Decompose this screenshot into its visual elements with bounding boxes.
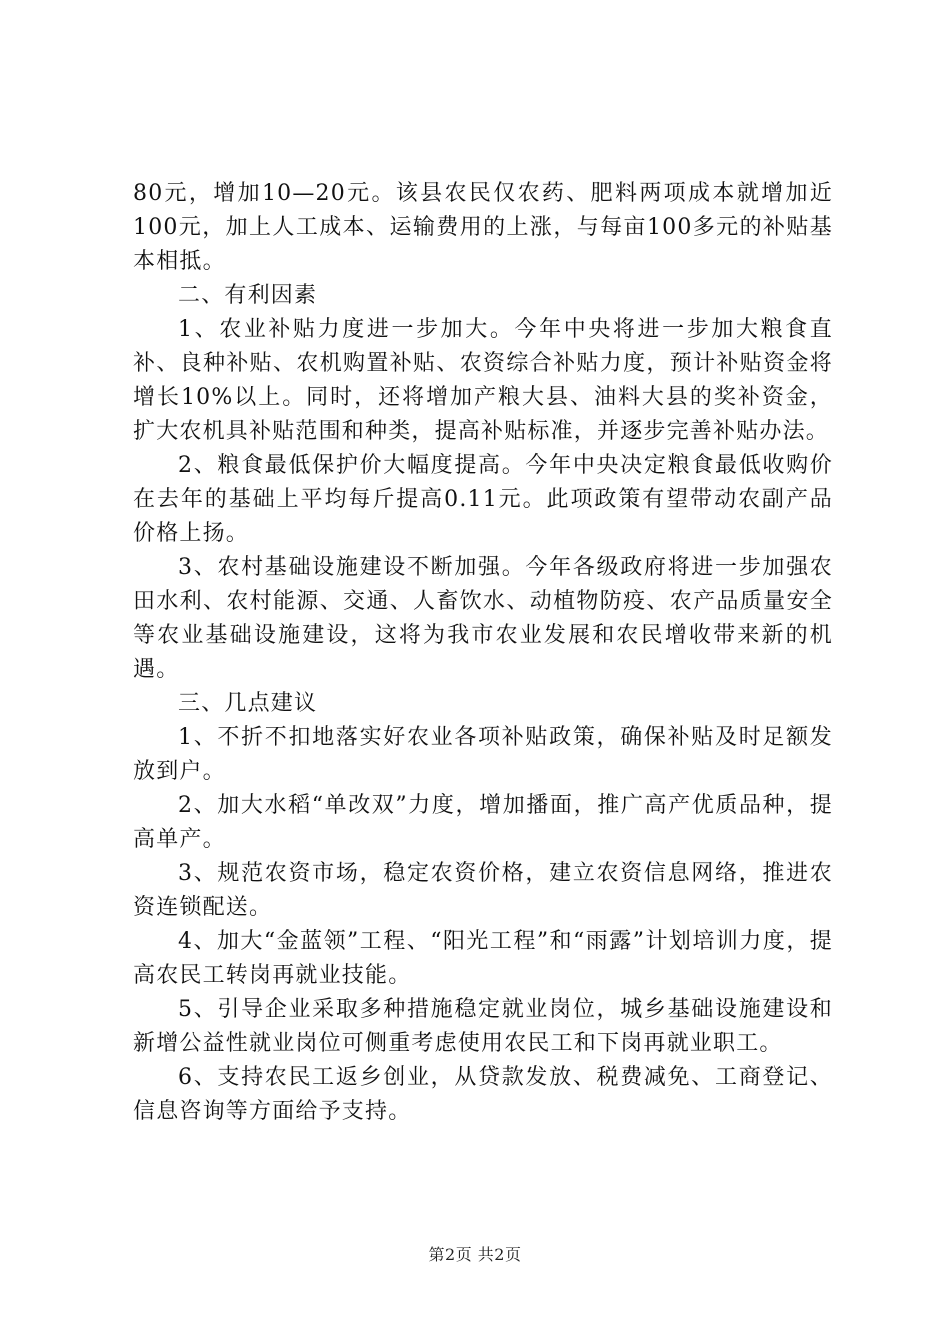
paragraph-subsidy: 1、农业补贴力度进一步加大。今年中央将进一步加大粮食直补、良种补贴、农机购置补贴、农资综合补贴力度，预计补贴资金将增长10%以上。同时，还将增加产粮大县、油料大县的奖补资金，扩大农机具补贴范围和种类，提高补贴标准，并逐步完善补贴办法。 <box>133 317 833 444</box>
section-heading-suggestions: 三、几点建议 <box>178 691 318 716</box>
suggestion-item-6: 6、支持农民工返乡创业，从贷款发放、税费减免、工商登记、信息咨询等方面给予支持。 <box>133 1065 833 1124</box>
paragraph-grain-price: 2、粮食最低保护价大幅度提高。今年中央决定粮食最低收购价在去年的基础上平均每斤提高0.11元。此项政策有望带动农副产品价格上扬。 <box>133 453 833 546</box>
suggestion-item-1: 1、不折不扣地落实好农业各项补贴政策，确保补贴及时足额发放到户。 <box>133 725 833 784</box>
suggestion-item-4: 4、加大“金蓝领”工程、“阳光工程”和“雨露”计划培训力度，提高农民工转岗再就业技能。 <box>133 929 833 988</box>
document-body <box>133 177 833 1129</box>
page-number-footer: 第2页 共2页 <box>428 1245 522 1264</box>
suggestion-item-3: 3、规范农资市场，稳定农资价格，建立农资信息网络，推进农资连锁配送。 <box>133 861 833 920</box>
paragraph-infrastructure: 3、农村基础设施建设不断加强。今年各级政府将进一步加强农田水利、农村能源、交通、人畜饮水、动植物防疫、农产品质量安全等农业基础设施建设，这将为我市农业发展和农民增收带来新的机遇。 <box>133 555 833 682</box>
paragraph-continuation: 80元，增加10—20元。该县农民仅农药、肥料两项成本就增加近100元，加上人工成本、运输费用的上涨，与每亩100多元的补贴基本相抵。 <box>133 181 833 274</box>
section-heading-favorable-factors: 二、有利因素 <box>178 283 318 308</box>
suggestion-item-2: 2、加大水稻“单改双”力度，增加播面，推广高产优质品种，提高单产。 <box>133 793 833 852</box>
suggestion-item-5: 5、引导企业采取多种措施稳定就业岗位，城乡基础设施建设和新增公益性就业岗位可侧重考虑使用农民工和下岗再就业职工。 <box>133 997 833 1056</box>
